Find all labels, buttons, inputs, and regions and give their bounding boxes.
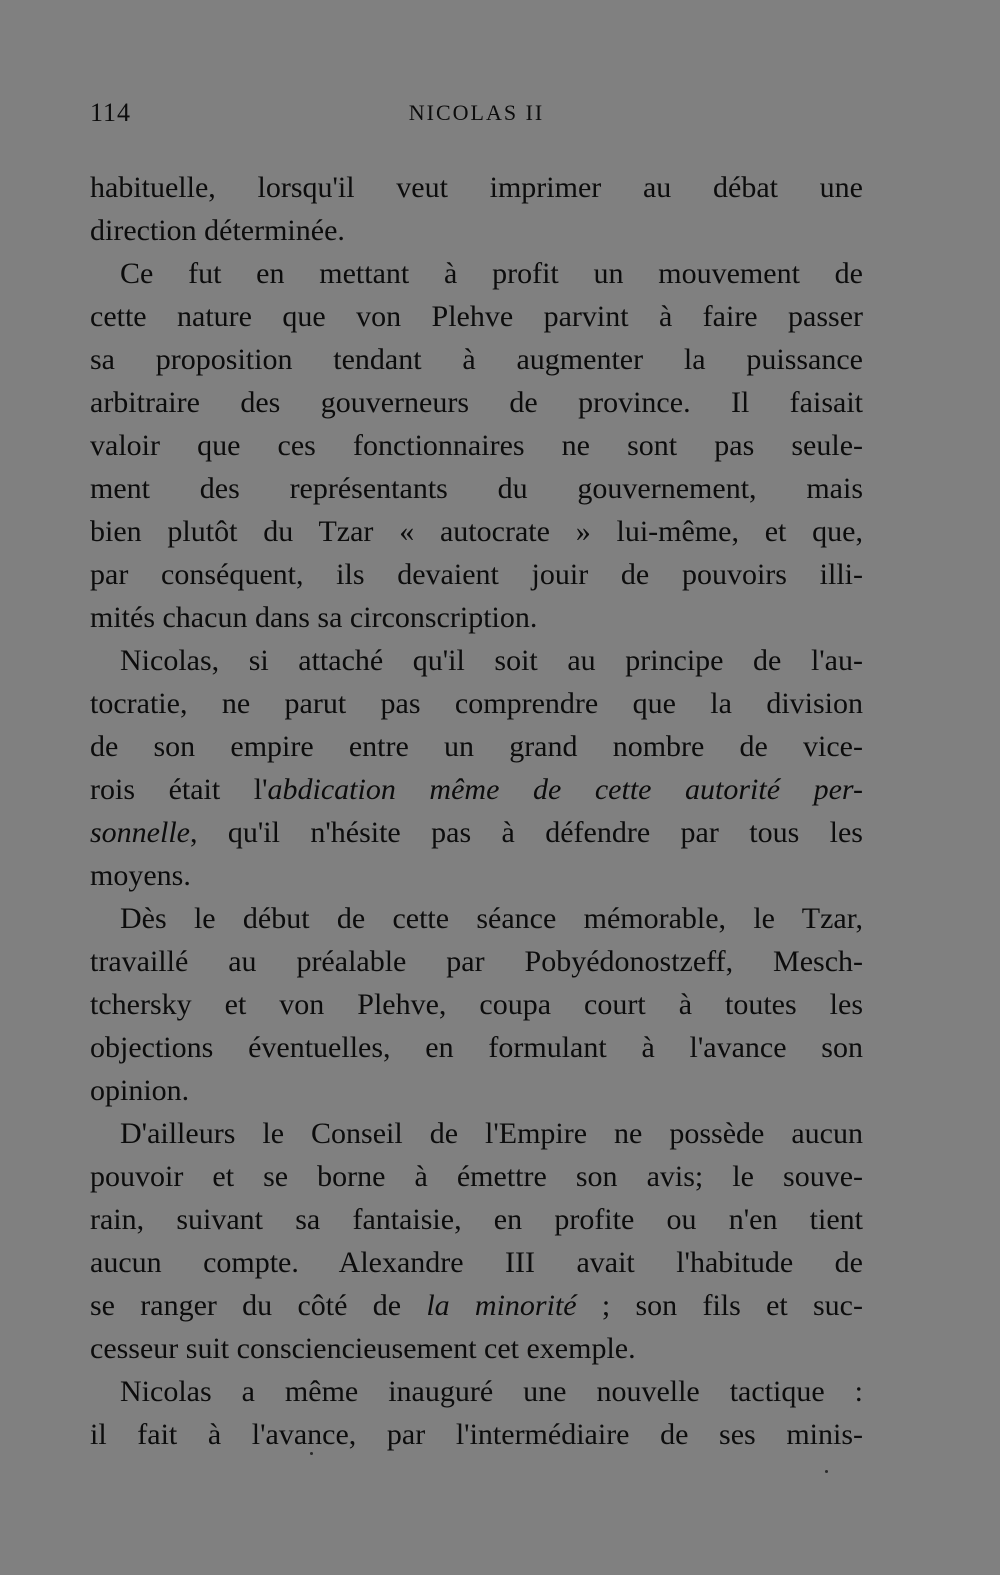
text-line <box>90 725 863 768</box>
text-line <box>90 682 863 725</box>
text-run: tchersky et von Plehve, coupa court à toutes les <box>90 988 863 1021</box>
text-run: ment des représentants du gouvernement, mais <box>90 472 863 505</box>
text-line <box>90 1155 863 1198</box>
text-run: sa proposition tendant à augmenter la puissance <box>90 343 863 376</box>
text-run: rain, suivant sa fantaisie, en profite ou n'en tient <box>90 1203 863 1236</box>
text-run: cesseur suit consciencieusement cet exemple. <box>90 1332 636 1365</box>
body-text <box>90 166 863 1456</box>
text-run: tocratie, ne parut pas comprendre que la division <box>90 687 863 720</box>
text-run: moyens. <box>90 859 191 892</box>
text-line <box>90 1198 863 1241</box>
text-run: pouvoir et se borne à émettre son avis; le souve- <box>90 1160 863 1193</box>
text-line <box>90 1241 863 1284</box>
text-line <box>90 1069 863 1112</box>
text-run: habituelle, lorsqu'il veut imprimer au débat une <box>90 171 863 204</box>
text-run: Nicolas a même inauguré une nouvelle tactique : <box>120 1375 863 1408</box>
text-line <box>90 897 863 940</box>
italic-text: la minorité <box>426 1289 577 1322</box>
text-line <box>90 854 863 897</box>
text-line <box>90 811 863 854</box>
text-line <box>90 252 863 295</box>
text-run: Nicolas, si attaché qu'il soit au principe de l'au- <box>120 644 863 677</box>
text-run: opinion. <box>90 1074 190 1107</box>
text-line <box>90 338 863 381</box>
text-run: travaillé au préalable par Pobyédonostzeff, Mesch- <box>90 945 863 978</box>
text-run: il fait à l'avance, par l'intermédiaire de ses minis- <box>90 1418 863 1451</box>
italic-text: sonnelle <box>90 816 190 849</box>
text-line <box>90 295 863 338</box>
text-line <box>90 467 863 510</box>
text-line <box>90 209 863 252</box>
print-speck <box>825 1470 828 1473</box>
text-run: rois était l' <box>90 773 268 806</box>
text-run: de son empire entre un grand nombre de vice- <box>90 730 863 763</box>
text-run: par conséquent, ils devaient jouir de pouvoirs illi- <box>90 558 863 591</box>
text-line <box>90 510 863 553</box>
text-run: D'ailleurs le Conseil de l'Empire ne possède aucun <box>120 1117 863 1150</box>
page-header <box>90 98 863 138</box>
text-line <box>90 381 863 424</box>
text-line <box>90 1370 863 1413</box>
text-run: , qu'il n'hésite pas à défendre par tous les <box>189 816 863 849</box>
italic-text: abdication même de cette autorité per- <box>267 773 863 806</box>
text-line <box>90 596 863 639</box>
text-run: ; son fils et suc- <box>576 1289 863 1322</box>
running-title: NICOLAS II <box>408 100 545 125</box>
text-line <box>90 639 863 682</box>
text-run: valoir que ces fonctionnaires ne sont pas seule- <box>90 429 863 462</box>
text-line <box>90 1112 863 1155</box>
text-run: arbitraire des gouverneurs de province. Il faisait <box>90 386 863 419</box>
print-speck <box>310 1452 313 1455</box>
text-run: mités chacun dans sa circonscription. <box>90 601 538 634</box>
text-line <box>90 768 863 811</box>
page-number: 114 <box>90 98 132 127</box>
text-line <box>90 1327 863 1370</box>
text-run: Dès le début de cette séance mémorable, le Tzar, <box>120 902 863 935</box>
text-line <box>90 553 863 596</box>
text-line <box>90 1026 863 1069</box>
text-line <box>90 1413 863 1456</box>
text-run: se ranger du côté de <box>90 1289 427 1322</box>
text-line <box>90 424 863 467</box>
text-run: objections éventuelles, en formulant à l'avance son <box>90 1031 863 1064</box>
text-line <box>90 983 863 1026</box>
text-run: bien plutôt du Tzar « autocrate » lui-même, et que, <box>90 515 863 548</box>
text-run: cette nature que von Plehve parvint à faire passer <box>90 300 863 333</box>
text-run: direction déterminée. <box>90 214 345 247</box>
text-run: Ce fut en mettant à profit un mouvement de <box>120 257 863 290</box>
text-line <box>90 166 863 209</box>
text-line <box>90 1284 863 1327</box>
text-line <box>90 940 863 983</box>
text-run: aucun compte. Alexandre III avait l'habitude de <box>90 1246 863 1279</box>
